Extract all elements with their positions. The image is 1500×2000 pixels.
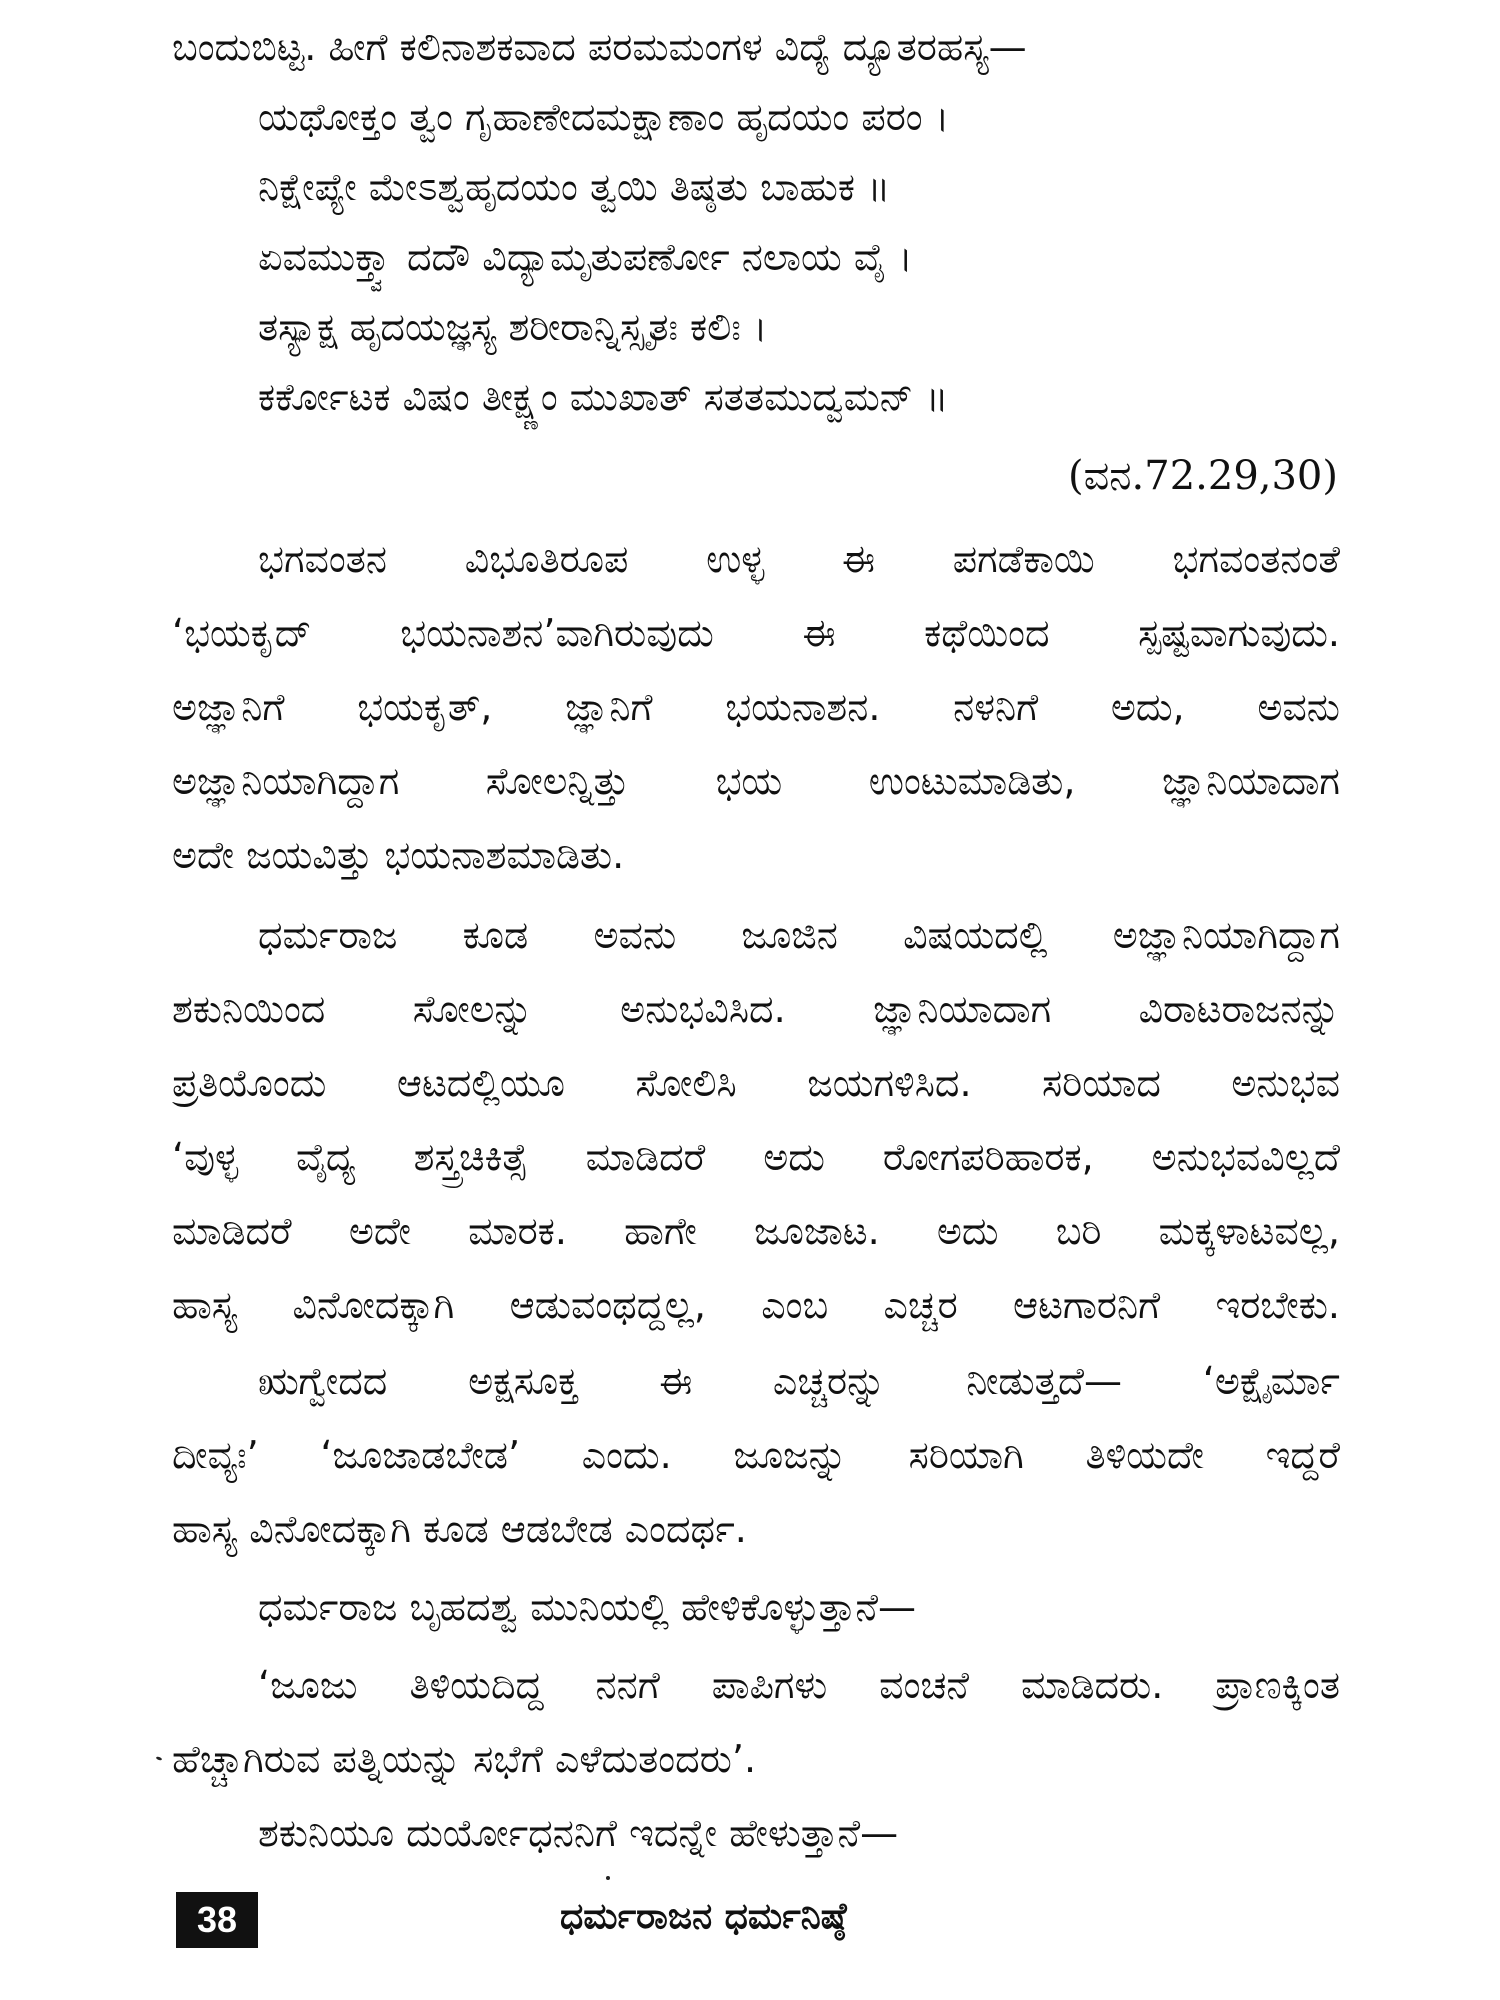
paragraph-2-line-6: ಹಾಸ್ಯ ವಿನೋದಕ್ಕಾಗಿ ಆಡುವಂಥದ್ದಲ್ಲ, ಎಂಬ ಎಚ್ಚರ ಆಟಗಾರನಿಗೆ ಇರಬೇಕು. <box>172 1283 1340 1327</box>
verse-line-3: ಏವಮುಕ್ತ್ವಾ ದದೌ ವಿದ್ಯಾಮೃತುಪರ್ಣೋ ನಲಾಯ ವೈ । <box>258 235 913 279</box>
paragraph-2-line-3: ಪ್ರತಿಯೊಂದು ಆಟದಲ್ಲಿಯೂ ಸೋಲಿಸಿ ಜಯಗಳಿಸಿದ. ಸರಿಯಾದ ಅನುಭವ <box>172 1061 1340 1105</box>
ink-speck-mark <box>156 1756 163 1761</box>
ink-dot-mark <box>606 1876 610 1880</box>
paragraph-3-line-3: ಹಾಸ್ಯ ವಿನೋದಕ್ಕಾಗಿ ಕೂಡ ಆಡಬೇಡ ಎಂದರ್ಥ. <box>172 1507 747 1551</box>
paragraph-2-line-2: ಶಕುನಿಯಿಂದ ಸೋಲನ್ನು ಅನುಭವಿಸಿದ. ಜ್ಞಾನಿಯಾದಾಗ ವಿರಾಟರಾಜನನ್ನು <box>172 987 1340 1031</box>
paragraph-1-line-3: ಅಜ್ಞಾನಿಗೆ ಭಯಕೃತ್, ಜ್ಞಾನಿಗೆ ಭಯನಾಶನ. ನಳನಿಗೆ ಅದು, ಅವನು <box>172 685 1340 729</box>
verse-line-2: ನಿಕ್ಷೇಪ್ಯೇ ಮೇಽಶ್ವಹೃದಯಂ ತ್ವಯಿ ತಿಷ್ಠತು ಬಾಹುಕ ॥ <box>258 165 891 209</box>
paragraph-2-line-1: ಧರ್ಮರಾಜ ಕೂಡ ಅವನು ಜೂಜಿನ ವಿಷಯದಲ್ಲಿ ಅಜ್ಞಾನಿಯಾಗಿದ್ದಾಗ <box>258 913 1340 957</box>
verse-line-4: ತಸ್ಯಾಕ್ಷ ಹೃದಯಜ್ಞಸ್ಯ ಶರೀರಾನ್ನಿಸ್ಸೃತಃ ಕಲಿಃ । <box>258 305 768 349</box>
paragraph-3-line-2: ದೀವ್ಯಃ’ ‘ಜೂಜಾಡಬೇಡ’ ಎಂದು. ಜೂಜನ್ನು ಸರಿಯಾಗಿ ತಿಳಿಯದೇ ಇದ್ದರೆ <box>172 1433 1340 1477</box>
paragraph-4-line-1: ಧರ್ಮರಾಜ ಬೃಹದಶ್ವ ಮುನಿಯಲ್ಲಿ ಹೇಳಿಕೊಳ್ಳುತ್ತಾನೆ— <box>258 1585 917 1629</box>
paragraph-2-line-4: ‘ವುಳ್ಳ ವೈದ್ಯ ಶಸ್ತ್ರಚಿಕಿತ್ಸೆ ಮಾಡಿದರೆ ಅದು ರೋಗಪರಿಹಾರಕ, ಅನುಭವವಿಲ್ಲದೆ <box>172 1135 1340 1179</box>
text-line-1: ಬಂದುಬಿಟ್ಟ. ಹೀಗೆ ಕಲಿನಾಶಕವಾದ ಪರಮಮಂಗಳ ವಿದ್ಯೆ ದ್ಯೂತರಹಸ್ಯ— <box>172 25 1027 69</box>
quote-line-1: ‘ಜೂಜು ತಿಳಿಯದಿದ್ದ ನನಗೆ ಪಾಪಿಗಳು ವಂಚನೆ ಮಾಡಿದರು. ಪ್ರಾಣಕ್ಕಿಂತ <box>258 1663 1340 1707</box>
paragraph-5-line-1: ಶಕುನಿಯೂ ದುರ್ಯೋಧನನಿಗೆ ಇದನ್ನೇ ಹೇಳುತ್ತಾನೆ— <box>258 1811 899 1855</box>
page-number-badge: 38 <box>176 1892 258 1948</box>
paragraph-1-line-1: ಭಗವಂತನ ವಿಭೂತಿರೂಪ ಉಳ್ಳ ಈ ಪಗಡೆಕಾಯಿ ಭಗವಂತನಂತೆ <box>258 537 1340 581</box>
paragraph-3-line-1: ಋಗ್ವೇದದ ಅಕ್ಷಸೂಕ್ತ ಈ ಎಚ್ಚರನ್ನು ನೀಡುತ್ತದೆ— ‘ಅಕ್ಷೈರ್ಮಾ <box>258 1359 1340 1403</box>
quote-line-2: ಹೆಚ್ಚಾಗಿರುವ ಪತ್ನಿಯನ್ನು ಸಭೆಗೆ ಎಳೆದುತಂದರು’. <box>172 1737 757 1781</box>
running-title: ಧರ್ಮರಾಜನ ಧರ್ಮನಿಷ್ಠೆ <box>560 1896 847 1937</box>
paragraph-1-line-5: ಅದೇ ಜಯವಿತ್ತು ಭಯನಾಶಮಾಡಿತು. <box>172 833 625 877</box>
verse-line-1: ಯಥೋಕ್ತಂ ತ್ವಂ ಗೃಹಾಣೇದಮಕ್ಷಾಣಾಂ ಹೃದಯಂ ಪರಂ । <box>258 95 950 139</box>
paragraph-2-line-5: ಮಾಡಿದರೆ ಅದೇ ಮಾರಕ. ಹಾಗೇ ಜೂಜಾಟ. ಅದು ಬರಿ ಮಕ್ಕಳಾಟವಲ್ಲ, <box>172 1209 1340 1253</box>
verse-line-5: ಕರ್ಕೋಟಕ ವಿಷಂ ತೀಕ್ಷ್ಣಂ ಮುಖಾತ್ ಸತತಮುದ್ವಮನ್ ॥ <box>258 375 949 419</box>
paragraph-1-line-2: ‘ಭಯಕೃದ್ ಭಯನಾಶನ’ವಾಗಿರುವುದು ಈ ಕಥೆಯಿಂದ ಸ್ಪಷ್ಟವಾಗುವುದು. <box>172 611 1340 655</box>
paragraph-1-line-4: ಅಜ್ಞಾನಿಯಾಗಿದ್ದಾಗ ಸೋಲನ್ನಿತ್ತು ಭಯ ಉಂಟುಮಾಡಿತು, ಜ್ಞಾನಿಯಾದಾಗ <box>172 759 1340 803</box>
verse-reference: (ವನ.72.29,30) <box>1068 453 1338 499</box>
